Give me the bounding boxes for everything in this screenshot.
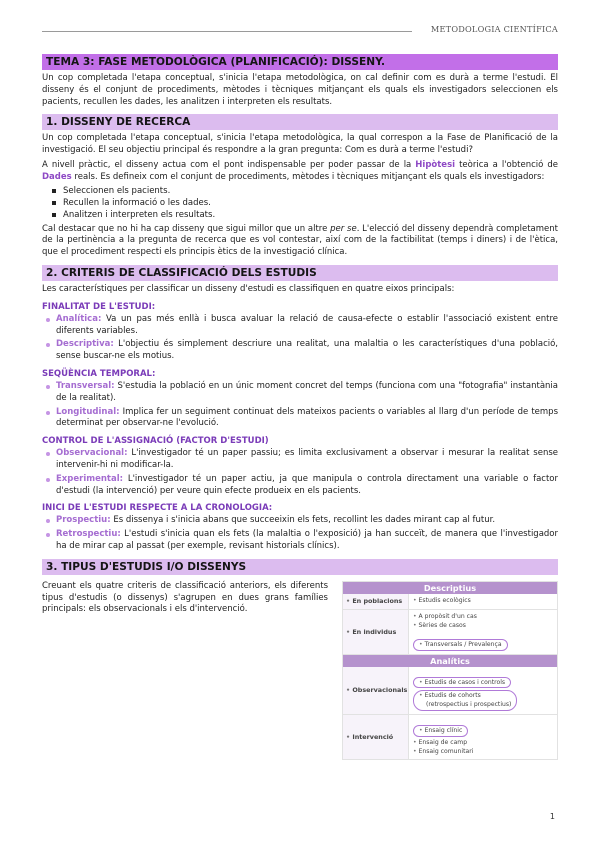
row-label: • Intervenció [343, 715, 409, 759]
s1-paragraph-3: Cal destacar que no hi ha cap disseny que sigui millor que un altre per se. L'elecció del disseny dependrà completament de la pertinència a la pregunta de recerca que es vol contestar, així com de la factibilitat (temps i diners) i de l'ètica, que el procediment respecti els principis ètics de la investigació clínica. [42, 223, 558, 258]
researcher-steps-list [52, 185, 558, 221]
page-header [42, 24, 558, 38]
table-header-analitics: Analítics [343, 655, 557, 667]
subhead-control: CONTROL DE L'ASSIGNACIÓ (FACTOR D'ESTUDI) [42, 436, 269, 447]
subhead-inici: INICI DE L'ESTUDI RESPECTE A LA CRONOLOGIA: [42, 503, 273, 514]
table-item-circled: • Estudis de cohorts (retrospectius i prospectius) [413, 690, 517, 711]
main-title: TEMA 3: FASE METODOLÒGICA (PLANIFICACIÓ): DISSENY. [42, 54, 558, 70]
row-label: • En individus [343, 610, 409, 654]
section-3-title: 3. TIPUS D'ESTUDIS I/O DISSENYS [42, 559, 558, 575]
section-1-title: 1. DISSENY DE RECERCA [42, 114, 558, 130]
hipotesi-term: Hipòtesi [415, 159, 456, 170]
table-row [343, 667, 557, 715]
criterion-analitica: Analítica: Va un pas més enllà i busca avaluar la relació de causa-efecte o establir l'associació existent entre diferents variables. [42, 314, 558, 338]
table-item: • Estudis ecològics [413, 596, 553, 606]
criteria-list [42, 314, 558, 363]
study-types-table [342, 581, 558, 760]
subhead-finalitat: FINALITAT DE L'ESTUDI: [42, 301, 156, 312]
s1-paragraph-1: Un cop completada l'etapa conceptual, s'inicia l'etapa metodològica, la qual correspon a la Fase de Planificació de la investigació. El seu objectiu principal és respondre a la gran pregunta: Com es durà a terme l'estudi? [42, 133, 558, 156]
criterion-descriptiva: Descriptiva: L'objectiu és simplement descriure una realitat, una malaltia o les característiques d'una població, sense buscar-ne els motius. [42, 339, 558, 363]
header-rule [42, 31, 412, 32]
page-number: 1 [549, 812, 555, 821]
table-item-circled: • Estudis de casos i controls [413, 677, 511, 689]
table-row [343, 610, 557, 655]
table-item: • Ensaig de camp [413, 738, 553, 748]
dades-term: Dades [42, 171, 72, 182]
table-item: • A propòsit d'un cas [413, 612, 553, 622]
s2-intro: Les característiques per classificar un disseny d'estudi es classifiquen en quatre eixos principals: [42, 283, 455, 294]
table-item: • Sèries de casos [413, 621, 553, 631]
table-item-circled: • Transversals / Prevalença [413, 639, 508, 651]
criterion-retrospectiu: Retrospectiu: L'estudi s'inicia quan els fets (la malaltia o l'exposició) ja han succeït, de manera que l'investigador ha de mirar cap al passat (per exemple, revisant historials clínics). [42, 529, 558, 553]
intro-paragraph: Un cop completada l'etapa conceptual, s'inicia l'etapa metodològica, on cal definir com es durà a terme l'estudi. El disseny és el conjunt de procediments, mètodes i tècniques mitjançant els quals els investigadors seleccionen els pacients, recullen les dades, les analitzen i interpreten els resultats. [42, 73, 558, 107]
row-label: • Observacionals [343, 667, 409, 714]
criterion-transversal: Transversal: S'estudia la població en un únic moment concret del temps (funciona com una "fotografia" instantània de la realitat). [42, 381, 558, 405]
s3-paragraph: Creuant els quatre criteris de classificació anteriors, els diferents tipus d'estudis (o dissenys) s'agrupen en dues grans famílies principals: els observacionals i els d'intervenció. [42, 580, 328, 615]
list-item: Seleccionen els pacients. [52, 185, 558, 197]
criterion-observacional: Observacional: L'investigador té un paper passiu; es limita exclusivament a observar i mesurar la realitat sense intervenir-hi ni modificar-la. [42, 448, 558, 472]
table-row [343, 715, 557, 759]
table-item-circled: • Ensaig clínic [413, 725, 468, 737]
document-body [42, 54, 558, 781]
header-title: METODOLOGIA CIENTÍFICA [430, 24, 558, 34]
criteria-list [42, 381, 558, 430]
list-item: Recullen la informació o les dades. [52, 197, 558, 209]
subhead-sequencia: SEQÜÈNCIA TEMPORAL: [42, 368, 156, 379]
criterion-experimental: Experimental: L'investigador té un paper actiu, ja que manipula o controla directament una variable o factor d'estudi (la intervenció) per veure quin efecte produeix en els pacients. [42, 474, 558, 498]
list-item: Analitzen i interpreten els resultats. [52, 209, 558, 221]
criteria-list [42, 448, 558, 497]
criterion-prospectiu: Prospectiu: Es dissenya i s'inicia abans que succeeixin els fets, recollint les dades mirant cap al futur. [42, 515, 558, 527]
table-header-descriptius: Descriptius [343, 582, 557, 594]
criterion-longitudinal: Longitudinal: Implica fer un seguiment continuat dels mateixos pacients o variables al llarg d'un període de temps determinat per observar-ne l'evolució. [42, 407, 558, 431]
table-item: • Ensaig comunitari [413, 747, 553, 757]
section-2-title: 2. CRITERIS DE CLASSIFICACIÓ DELS ESTUDIS [42, 265, 558, 281]
criteria-list [42, 515, 558, 552]
section-3-body [42, 581, 558, 781]
row-label: • En poblacions [343, 594, 409, 609]
table-row [343, 594, 557, 610]
s1-paragraph-2: A nivell pràctic, el disseny actua com el pont indispensable per poder passar de la Hipòtesi teòrica a l'obtenció de Dades reals. Es defineix com el conjunt de procediments, mètodes i tècniques mitjançant els quals els investigadors: [42, 159, 558, 182]
